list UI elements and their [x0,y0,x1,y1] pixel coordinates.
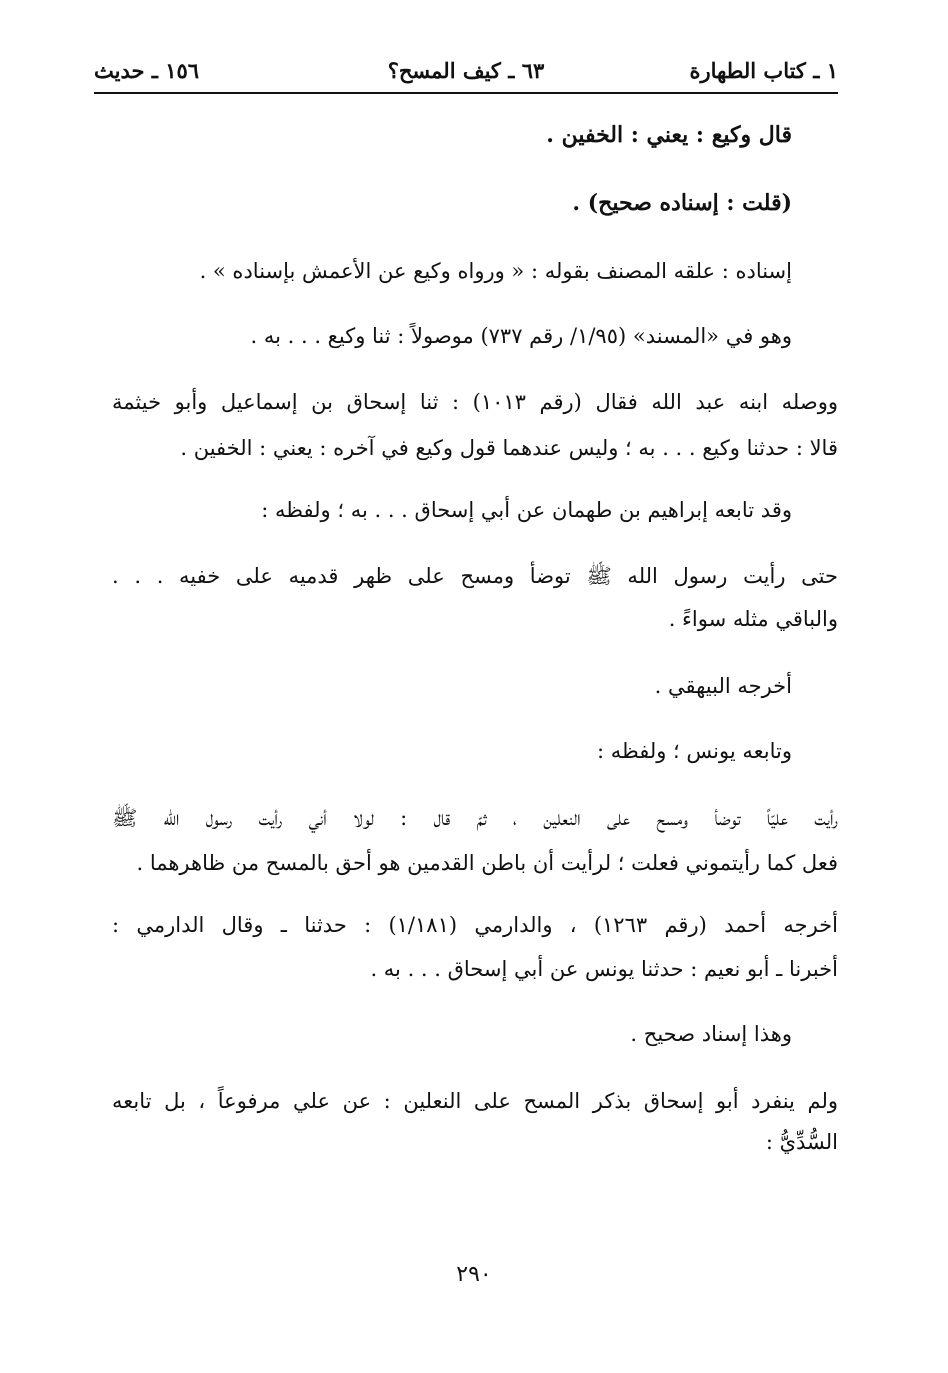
header-book-title: ١ ـ كتاب الطهارة [689,58,838,83]
text-line: وهذا إسناد صحيح . [630,1022,792,1046]
text-line: قال وكيع : يعني : الخفين . [546,122,792,148]
running-header [94,56,838,94]
text-line: أخرجه البيهقي . [654,674,792,698]
text-line: ووصله ابنه عبد الله فقال (رقم ١٠١٣) : ثنا إسحاق بن إسماعيل وأبو خيثمة [112,390,838,414]
text-line: وتابعه يونس ؛ ولفظه : [596,739,792,763]
text-line: حتى رأيت رسول الله ﷺ توضأ ومسح على ظهر قدميه على خفيه . . . [112,564,838,588]
text-line: وقد تابعه إبراهيم بن طهمان عن أبي إسحاق . . . به ؛ ولفظه : [261,498,792,522]
text-line: السُّدِّيُّ : [765,1130,838,1154]
text-line: وهو في «المسند» (١/٩٥/ رقم ٧٣٧) موصولاً : ثنا وكيع . . . به . [250,324,792,348]
text-line: أخبرنا ـ أبو نعيم : حدثنا يونس عن أبي إسحاق . . . به . [370,957,838,981]
text-line: ولم ينفرد أبو إسحاق بذكر المسح على النعلين : عن علي مرفوعاً ، بل تابعه [112,1089,838,1113]
text-line: فعل كما رأيتموني فعلت ؛ لرأيت أن باطن القدمين هو أحق بالمسح من ظاهرهما . [136,851,838,875]
text-line: قالا : حدثنا وكيع . . . به ؛ وليس عندهما قول وكيع في آخره : يعني : الخفين . [180,436,838,460]
text-line: والباقي مثله سواءً . [668,607,838,631]
text-line: أخرجه أحمد (رقم ١٢٦٣) ، والدارمي (١/١٨١) : حدثنا ـ وقال الدارمي : [112,913,839,937]
text-line: (قلت : إسناده صحيح) . [572,190,792,216]
header-hadith-number: ١٥٦ ـ حديث [94,58,200,83]
text-line: إسناده : علقه المصنف بقوله : « ورواه وكيع عن الأعمش بإسناده » . [199,259,792,283]
text-line: رأيت عليّاً توضأ ومسح على النعلين ، ثمّ قال : لولا أني رأيت رسول الله ﷺ [112,806,838,830]
page-number: ٢٩٠ [456,1262,492,1287]
header-chapter-title: ٦٣ ـ كيف المسح؟ [387,58,545,83]
